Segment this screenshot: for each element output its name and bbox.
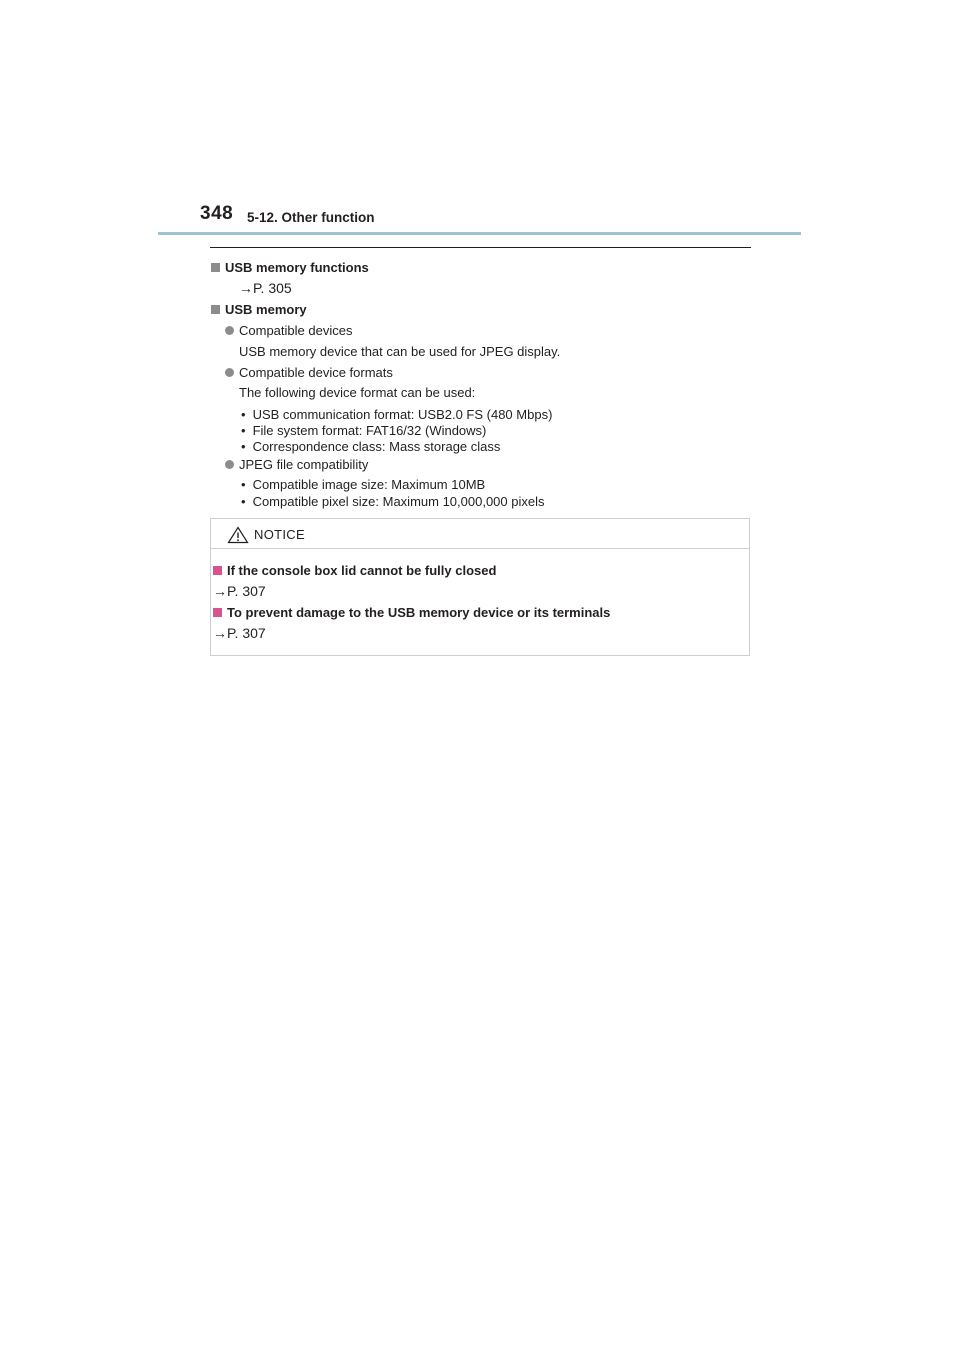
list-item: • Compatible image size: Maximum 10MB	[241, 477, 486, 492]
notice-box	[210, 518, 750, 656]
compatible-formats-intro: The following device format can be used:	[239, 385, 476, 400]
square-bullet-icon	[213, 608, 222, 617]
bullet-dot: •	[241, 494, 246, 509]
bullet-dot: •	[241, 407, 246, 422]
circle-bullet-icon	[225, 368, 234, 377]
jpeg-compat-title: JPEG file compatibility	[225, 458, 368, 471]
top-rule	[210, 247, 751, 248]
compatible-devices-text: USB memory device that can be used for JPEG display.	[239, 344, 561, 359]
usb-functions-heading: USB memory functions	[211, 261, 369, 274]
bullet-dot: •	[241, 423, 246, 438]
bullet-dot: •	[241, 439, 246, 454]
notice-item-heading: If the console box lid cannot be fully closed	[213, 564, 496, 577]
circle-bullet-icon	[225, 326, 234, 335]
header-rule	[158, 232, 801, 235]
page-number: 348	[200, 203, 234, 224]
section-title: 5-12. Other function	[247, 210, 375, 225]
notice-label: NOTICE	[254, 527, 305, 542]
notice-item-heading: To prevent damage to the USB memory device or its terminals	[213, 606, 610, 619]
compatible-devices-title: Compatible devices	[225, 324, 352, 337]
list-item: • Compatible pixel size: Maximum 10,000,000 pixels	[241, 494, 545, 509]
bullet-dot: •	[241, 477, 246, 492]
notice-item-ref[interactable]: →P. 307	[213, 583, 266, 599]
square-bullet-icon	[211, 305, 220, 314]
compatible-formats-title: Compatible device formats	[225, 366, 393, 379]
list-item: • File system format: FAT16/32 (Windows)	[241, 423, 487, 438]
warning-triangle-icon	[227, 526, 249, 544]
notice-item-ref[interactable]: →P. 307	[213, 625, 266, 641]
square-bullet-icon	[211, 263, 220, 272]
usb-functions-ref[interactable]: →P. 305	[239, 280, 292, 296]
notice-header	[211, 519, 749, 549]
list-item: • Correspondence class: Mass storage class	[241, 439, 501, 454]
usb-memory-heading: USB memory	[211, 303, 307, 316]
list-item: • USB communication format: USB2.0 FS (480 Mbps)	[241, 407, 553, 422]
circle-bullet-icon	[225, 460, 234, 469]
square-bullet-icon	[213, 566, 222, 575]
